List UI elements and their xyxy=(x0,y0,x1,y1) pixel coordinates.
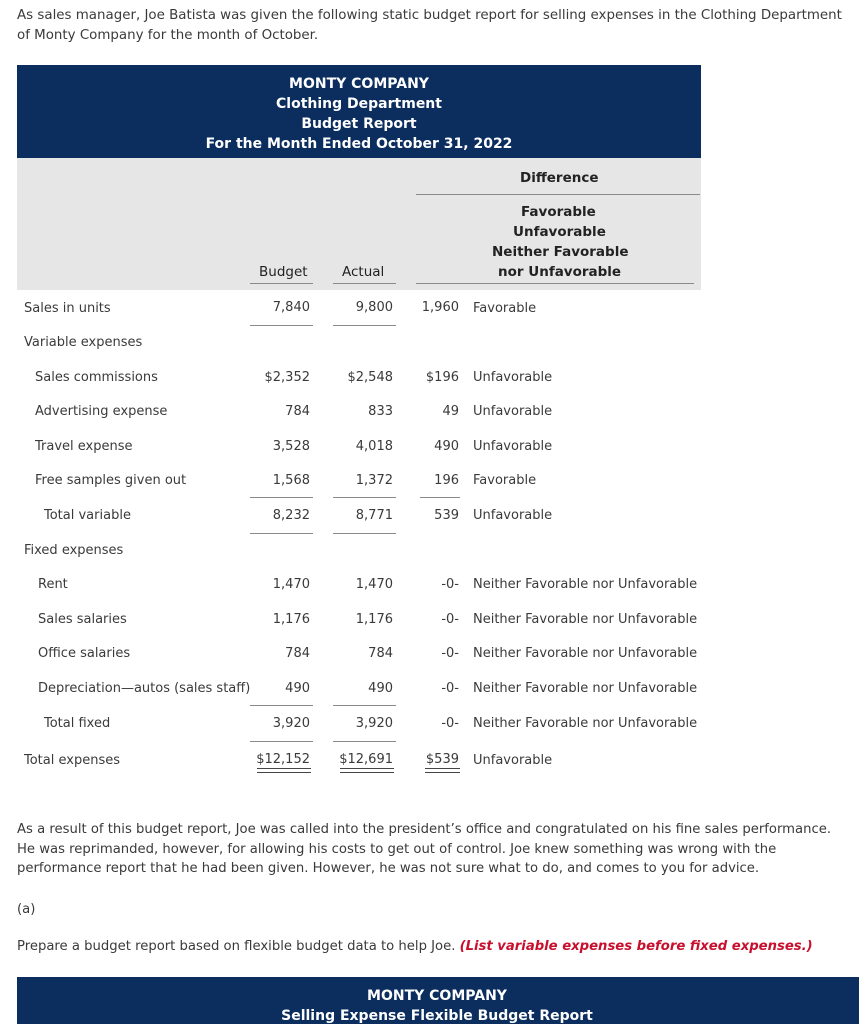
depreciation-status: Neither Favorable nor Unfavorable xyxy=(473,681,698,696)
total-variable-status: Unfavorable xyxy=(473,508,553,523)
flexible-report-banner xyxy=(17,977,859,1024)
total-expenses-budget: $12,152 xyxy=(256,752,310,767)
travel-label: Travel expense xyxy=(35,439,133,454)
advertising-diff: 49 xyxy=(442,404,459,419)
sales-salaries-label: Sales salaries xyxy=(38,612,127,627)
row-rule xyxy=(250,705,313,706)
row-rule xyxy=(420,497,460,498)
sales-salaries-status: Neither Favorable nor Unfavorable xyxy=(473,612,698,627)
travel-budget: 3,528 xyxy=(272,439,310,454)
travel-actual: 4,018 xyxy=(355,439,393,454)
row-rule xyxy=(333,533,396,534)
advertising-actual: 833 xyxy=(368,404,393,419)
office-salaries-label: Office salaries xyxy=(38,646,131,661)
advertising-status: Unfavorable xyxy=(473,404,553,419)
total-fixed-actual: 3,920 xyxy=(355,716,393,731)
office-salaries-diff: -0- xyxy=(441,646,459,661)
office-salaries-status: Neither Favorable nor Unfavorable xyxy=(473,646,698,661)
actual-header: Actual xyxy=(342,264,385,280)
office-salaries-actual: 784 xyxy=(368,646,393,661)
intro-text: As sales manager, Joe Batista was given the following static budget report for selling expenses in the Clothing Department of Monty Company for the month of October. xyxy=(17,8,842,43)
sales-units-budget: 7,840 xyxy=(272,300,310,315)
report-header-banner xyxy=(17,65,701,158)
depreciation-label: Depreciation—autos (sales staff) xyxy=(38,681,251,696)
total-fixed-label: Total fixed xyxy=(44,716,111,731)
total-fixed-diff: -0- xyxy=(441,716,459,731)
sales-commissions-actual: $2,548 xyxy=(347,370,393,385)
actual-header-rule xyxy=(333,283,396,284)
part-a-label: (a) xyxy=(17,902,36,917)
instruction-text: Prepare a budget report based on flexible budget data to help Joe. xyxy=(17,939,456,954)
neither-header-2: nor Unfavorable xyxy=(498,264,622,280)
result-paragraph: As a result of this budget report, Joe was called into the president’s office and congratulated on his fine sales performance. He was reprimanded, however, for allowing his costs to get out of control. Joe knew something was wrong with the performance report that he had been given. However, he was not sure what to do, and comes to you for advice. xyxy=(17,822,832,876)
difference-divider xyxy=(416,194,700,195)
unfavorable-header: Unfavorable xyxy=(513,224,606,240)
total-variable-label: Total variable xyxy=(44,508,131,523)
sales-units-status: Favorable xyxy=(473,301,537,316)
total-expenses-label: Total expenses xyxy=(24,753,120,768)
sales-commissions-diff: $196 xyxy=(425,370,459,385)
sales-commissions-label: Sales commissions xyxy=(35,370,158,385)
sales-commissions-status: Unfavorable xyxy=(473,370,553,385)
rent-label: Rent xyxy=(38,577,68,592)
double-rule xyxy=(257,768,311,773)
row-rule xyxy=(250,533,313,534)
depreciation-diff: -0- xyxy=(441,681,459,696)
office-salaries-budget: 784 xyxy=(285,646,310,661)
row-rule xyxy=(333,741,396,742)
sales-units-label: Sales in units xyxy=(24,301,111,316)
free-samples-label: Free samples given out xyxy=(35,473,187,488)
free-samples-budget: 1,568 xyxy=(272,473,310,488)
total-fixed-status: Neither Favorable nor Unfavorable xyxy=(473,716,698,731)
double-rule xyxy=(340,768,394,773)
row-rule xyxy=(333,705,396,706)
variable-expenses-heading: Variable expenses xyxy=(24,335,143,350)
total-expenses-actual: $12,691 xyxy=(339,752,393,767)
total-expenses-diff: $539 xyxy=(425,752,459,767)
total-expenses-status: Unfavorable xyxy=(473,753,553,768)
difference-header-rule xyxy=(416,283,694,284)
row-rule xyxy=(250,741,313,742)
sales-salaries-actual: 1,176 xyxy=(355,612,393,627)
sales-salaries-budget: 1,176 xyxy=(272,612,310,627)
budget-header: Budget xyxy=(259,264,308,280)
fixed-expenses-heading: Fixed expenses xyxy=(24,543,124,558)
rent-budget: 1,470 xyxy=(272,577,310,592)
depreciation-budget: 490 xyxy=(285,681,310,696)
advertising-label: Advertising expense xyxy=(35,404,168,419)
sales-commissions-budget: $2,352 xyxy=(264,370,310,385)
rent-status: Neither Favorable nor Unfavorable xyxy=(473,577,698,592)
department-name: Clothing Department xyxy=(276,96,442,112)
free-samples-diff: 196 xyxy=(434,473,459,488)
report-name: Budget Report xyxy=(301,116,417,132)
row-rule xyxy=(333,497,396,498)
free-samples-actual: 1,372 xyxy=(355,473,393,488)
total-variable-diff: 539 xyxy=(434,508,459,523)
depreciation-actual: 490 xyxy=(368,681,393,696)
favorable-header: Favorable xyxy=(521,204,596,220)
travel-diff: 490 xyxy=(434,439,459,454)
company-name: MONTY COMPANY xyxy=(289,76,429,92)
instruction-note: (List variable expenses before fixed expenses.) xyxy=(459,939,813,954)
travel-status: Unfavorable xyxy=(473,439,553,454)
flexible-report-title: Selling Expense Flexible Budget Report xyxy=(281,1008,593,1024)
rent-diff: -0- xyxy=(441,577,459,592)
row-rule xyxy=(250,497,313,498)
advertising-budget: 784 xyxy=(285,404,310,419)
row-rule xyxy=(333,325,396,326)
sales-salaries-diff: -0- xyxy=(441,612,459,627)
sales-units-actual: 9,800 xyxy=(355,300,393,315)
sales-units-diff: 1,960 xyxy=(421,300,459,315)
total-variable-budget: 8,232 xyxy=(272,508,310,523)
rent-actual: 1,470 xyxy=(355,577,393,592)
difference-header: Difference xyxy=(520,170,599,186)
total-fixed-budget: 3,920 xyxy=(272,716,310,731)
budget-header-rule xyxy=(250,283,313,284)
row-rule xyxy=(250,325,313,326)
flexible-company-name: MONTY COMPANY xyxy=(367,988,507,1004)
instruction xyxy=(17,939,813,954)
total-variable-actual: 8,771 xyxy=(355,508,393,523)
neither-header-1: Neither Favorable xyxy=(492,244,629,260)
double-rule xyxy=(425,768,460,773)
report-period: For the Month Ended October 31, 2022 xyxy=(205,136,513,152)
free-samples-status: Favorable xyxy=(473,473,537,488)
